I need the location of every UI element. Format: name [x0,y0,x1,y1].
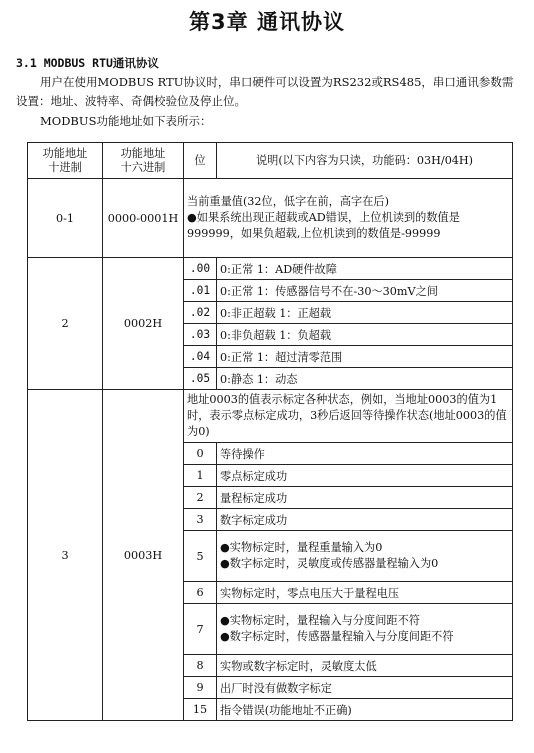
table-row [28,390,513,443]
value-cell: 6 [184,582,217,604]
hex-cell: 0003H [103,390,184,721]
value-cell: 0 [184,443,217,465]
value-cell: 9 [184,677,217,699]
value-desc-cell: 实物标定时，零点电压大于量程电压 [217,582,513,604]
dec-cell: 0-1 [28,179,103,258]
bit-desc-cell: 0:非正超载 1：正超载 [217,302,513,324]
chapter-title: 第3章 通讯协议 [189,10,345,34]
bit-cell: .04 [184,346,217,368]
value-desc-cell: 等待操作 [217,443,513,465]
desc-cell: 地址0003的值表示标定各种状态，例如，当地址0003的值为1时，表示零点标定成功，3秒后返回等待操作状态(地址0003的值为0) [184,390,513,443]
header-bit: 位 [184,143,217,179]
header-desc: 说明(以下内容为只读，功能码：03H/04H) [217,143,513,179]
value-desc-cell: 实物或数字标定时，灵敏度太低 [217,655,513,677]
bit-cell: .01 [184,280,217,302]
value-desc-cell: 零点标定成功 [217,465,513,487]
value-cell: 15 [184,699,217,721]
value-desc-cell: 数字标定成功 [217,509,513,531]
bit-cell: .05 [184,368,217,390]
bit-desc-cell: 0:正常 1：AD硬件故障 [217,258,513,280]
value-cell: 1 [184,465,217,487]
bit-desc-cell: 0:正常 1：传感器信号不在-30～30mV之间 [217,280,513,302]
table-row [28,258,513,280]
header-dec: 功能地址 十进制 [28,143,103,179]
bit-desc-cell: 0:非负超载 1：负超载 [217,324,513,346]
table-header-row [28,143,513,179]
value-desc-cell: 指令错误(功能地址不正确) [217,699,513,721]
bit-desc-cell: 0:正常 1：超过清零范围 [217,346,513,368]
value-cell: 7 [184,604,217,655]
desc-cell: 当前重量值(32位，低字在前，高字在后) ●如果系统出现正超载或AD错误，上位机读到的数值是999999，如果负超载,上位机读到的数值是-99999 [184,179,513,258]
bit-cell: .03 [184,324,217,346]
table-intro: MODBUS功能地址如下表所示： [40,114,212,128]
value-desc-cell: ●实物标定时，量程重量输入为0 ●数字标定时，灵敏度或传感器量程输入为0 [217,531,513,582]
section-heading: 3.1 MODBUS RTU通讯协议 [16,56,159,70]
header-hex: 功能地址 十六进制 [103,143,184,179]
value-desc-cell: ●实物标定时，量程输入与分度间距不符 ●数字标定时，传感器量程输入与分度间距不符 [217,604,513,655]
intro-paragraph: 用户在使用MODBUS RTU协议时，串口硬件可以设置为RS232或RS485，串口通讯参数需设置：地址、波特率、奇偶校验位及停止位。 [16,75,514,108]
value-cell: 3 [184,509,217,531]
bit-cell: .02 [184,302,217,324]
value-desc-cell: 出厂时没有做数字标定 [217,677,513,699]
value-desc-cell: 量程标定成功 [217,487,513,509]
dec-cell: 2 [28,258,103,390]
dec-cell: 3 [28,390,103,721]
table-row [28,179,513,258]
hex-cell: 0002H [103,258,184,390]
value-cell: 5 [184,531,217,582]
value-cell: 8 [184,655,217,677]
value-cell: 2 [184,487,217,509]
bit-cell: .00 [184,258,217,280]
hex-cell: 0000-0001H [103,179,184,258]
bit-desc-cell: 0:静态 1：动态 [217,368,513,390]
modbus-address-table [27,142,513,721]
